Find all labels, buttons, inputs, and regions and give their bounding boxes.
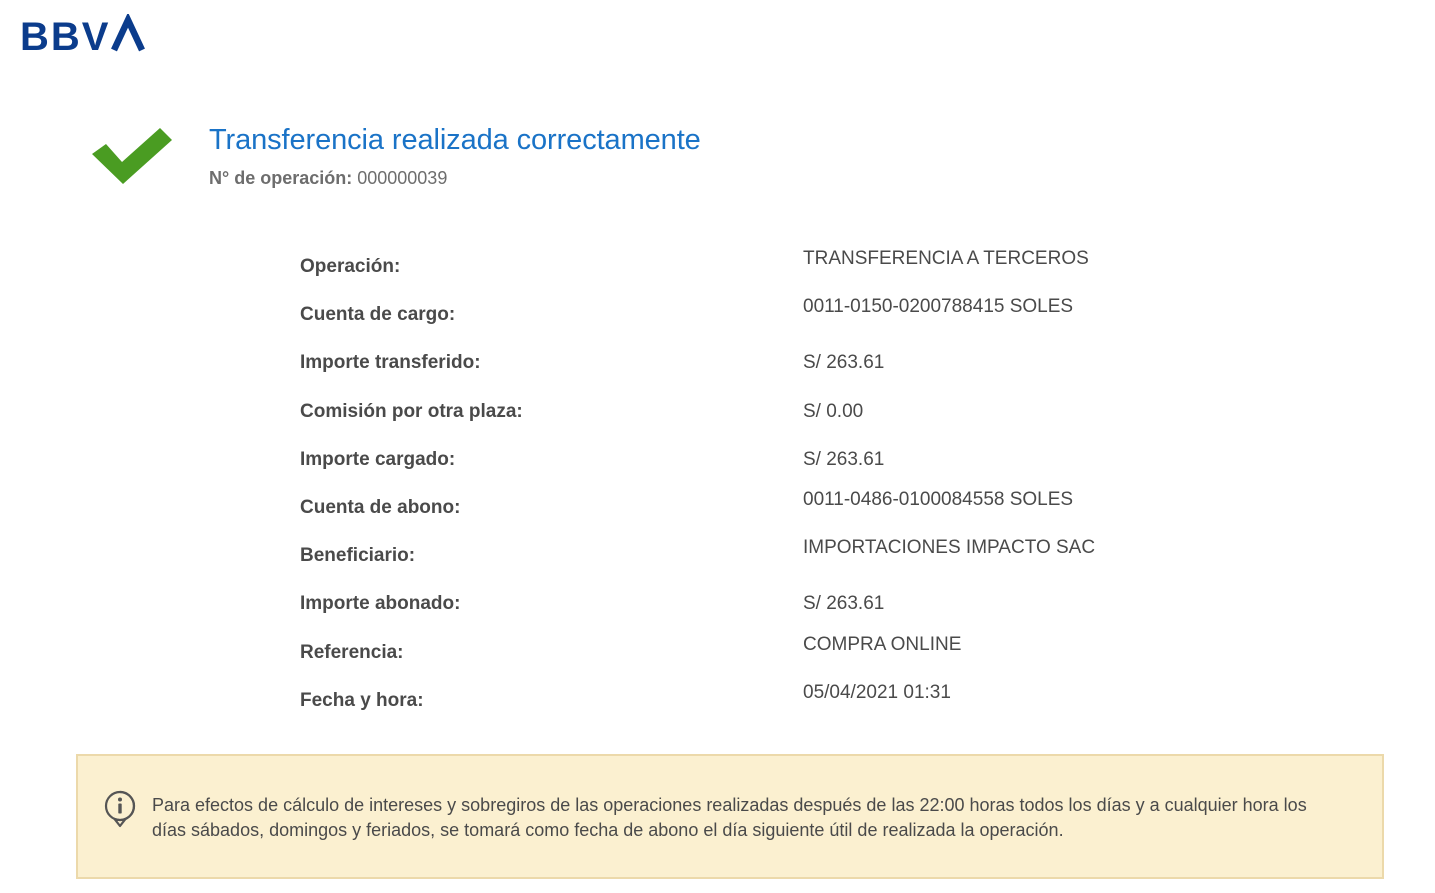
detail-label: Referencia: [300,641,404,663]
detail-row-comision [300,389,1200,437]
operation-number-label: N° de operación: [209,168,353,188]
detail-value: S/ 263.61 [803,593,885,615]
detail-value: 0011-0486-0100084558 SOLES [803,488,1074,510]
detail-label: Cuenta de abono: [300,496,461,518]
detail-row-beneficiario [300,533,1200,581]
info-icon [102,789,138,829]
detail-row-fecha-hora [300,678,1200,726]
detail-label: Fecha y hora: [300,689,424,711]
detail-row-importe-transferido [300,340,1200,388]
detail-label: Cuenta de cargo: [300,304,456,326]
detail-value: 05/04/2021 01:31 [803,681,951,703]
detail-label: Comisión por otra plaza: [300,400,523,422]
detail-row-cuenta-cargo [300,292,1200,340]
detail-value: COMPRA ONLINE [803,633,962,655]
detail-label: Importe cargado: [300,448,456,470]
page-title: Transferencia realizada correctamente [209,124,701,156]
bbva-logo-a [114,20,142,50]
detail-value: IMPORTACIONES IMPACTO SAC [803,537,1096,559]
bbva-logo[interactable] [18,14,148,56]
detail-value: S/ 0.00 [803,400,864,422]
detail-label: Beneficiario: [300,545,416,567]
detail-label: Importe transferido: [300,352,481,374]
checkmark-icon [88,124,174,188]
notice-text: Para efectos de cálculo de intereses y sobregiros de las operaciones realizadas después de las 22:00 horas todos los días y a cualquier hora los días sábados, domingos y feriados, se tomará como fecha de abono el día siguiente útil de realizada la operación. [152,795,1307,840]
detail-row-operacion [300,244,1200,292]
transfer-details [300,244,1200,726]
detail-label: Operación: [300,256,401,277]
operation-number-value: 000000039 [357,168,448,188]
detail-value: S/ 263.61 [803,352,885,374]
bbva-logo-letters: BBV [20,15,111,56]
detail-row-importe-cargado [300,437,1200,485]
detail-row-cuenta-abono [300,485,1200,533]
detail-row-importe-abonado [300,581,1200,629]
detail-label: Importe abonado: [300,593,461,615]
operation-number [209,168,447,189]
detail-value: TRANSFERENCIA A TERCEROS [803,248,1089,269]
detail-value: 0011-0150-0200788415 SOLES [803,296,1074,318]
detail-value: S/ 263.61 [803,448,885,470]
detail-row-referencia [300,630,1200,678]
info-notice [76,754,1384,879]
